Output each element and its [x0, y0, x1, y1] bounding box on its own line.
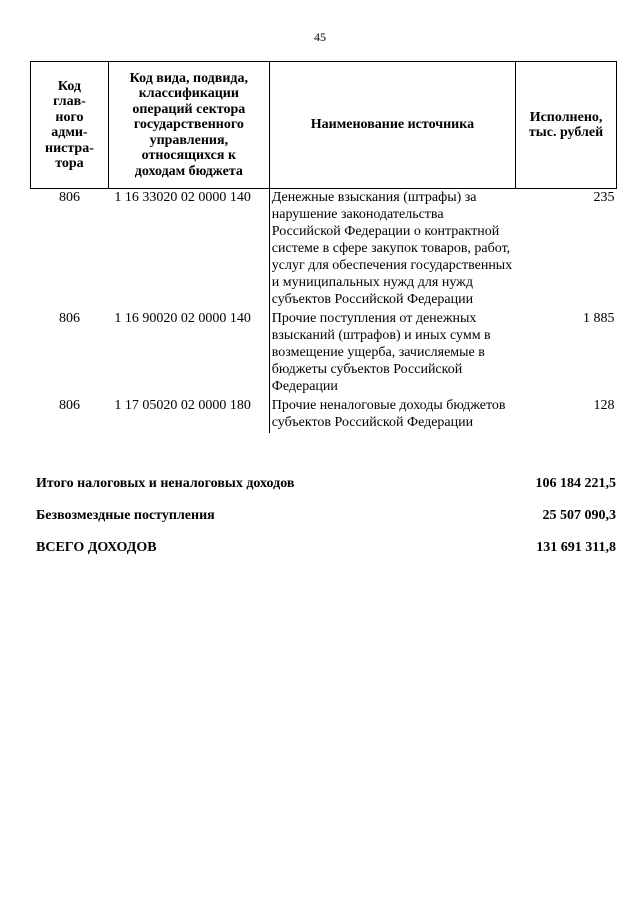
row-admin-code: 806 — [58, 190, 80, 205]
table-row — [31, 189, 617, 311]
page-number: 45 — [314, 30, 326, 44]
income-table — [30, 61, 617, 433]
row-classification-code: 1 16 90020 02 0000 140 — [114, 311, 251, 326]
row-source-name: Денежные взыскания (штрафы) за нарушение законодательства Российской Федерации о контрактной системе в сфере закупок товаров, работ, услуг для обеспечения государственных и муниципальных нужд для нужд субъектов Российской Федерации — [269, 189, 515, 311]
table-row — [31, 310, 617, 397]
row-admin-code: 806 — [58, 398, 80, 413]
total-tax-nontax-value: 106 184 221,5 — [535, 476, 616, 491]
row-source-name: Прочие неналоговые доходы бюджетов субъектов Российской Федерации — [269, 397, 515, 433]
row-admin-code: 806 — [58, 311, 80, 326]
header-admin-code: Код глав- ного адми- нистра- тора — [31, 62, 109, 189]
total-gratuitous-label: Безвозмездные поступления — [36, 508, 215, 523]
total-tax-nontax-label: Итого налоговых и неналоговых доходов — [36, 476, 295, 491]
row-executed-value: 128 — [593, 398, 615, 413]
table-header-row — [31, 62, 617, 189]
row-source-name: Прочие поступления от денежных взысканий (штрафов) и иных сумм в возмещение ущерба, зачисляемые в бюджеты субъектов Российской Федерации — [269, 310, 515, 397]
header-source-name: Наименование источника — [269, 62, 515, 189]
row-classification-code: 1 17 05020 02 0000 180 — [114, 398, 251, 413]
table-row — [31, 397, 617, 433]
row-executed-value: 1 885 — [583, 311, 615, 326]
grand-total-value: 131 691 311,8 — [536, 540, 616, 555]
row-classification-code: 1 16 33020 02 0000 140 — [114, 190, 251, 205]
total-gratuitous-value: 25 507 090,3 — [542, 508, 616, 523]
header-classification-code: Код вида, подвида, классификации операций сектора государственного управления, относящихся к доходам бюджета — [108, 62, 269, 189]
grand-total-label: ВСЕГО ДОХОДОВ — [36, 540, 157, 555]
header-executed: Исполнено, тыс. рублей — [516, 62, 617, 189]
row-executed-value: 235 — [593, 190, 615, 205]
